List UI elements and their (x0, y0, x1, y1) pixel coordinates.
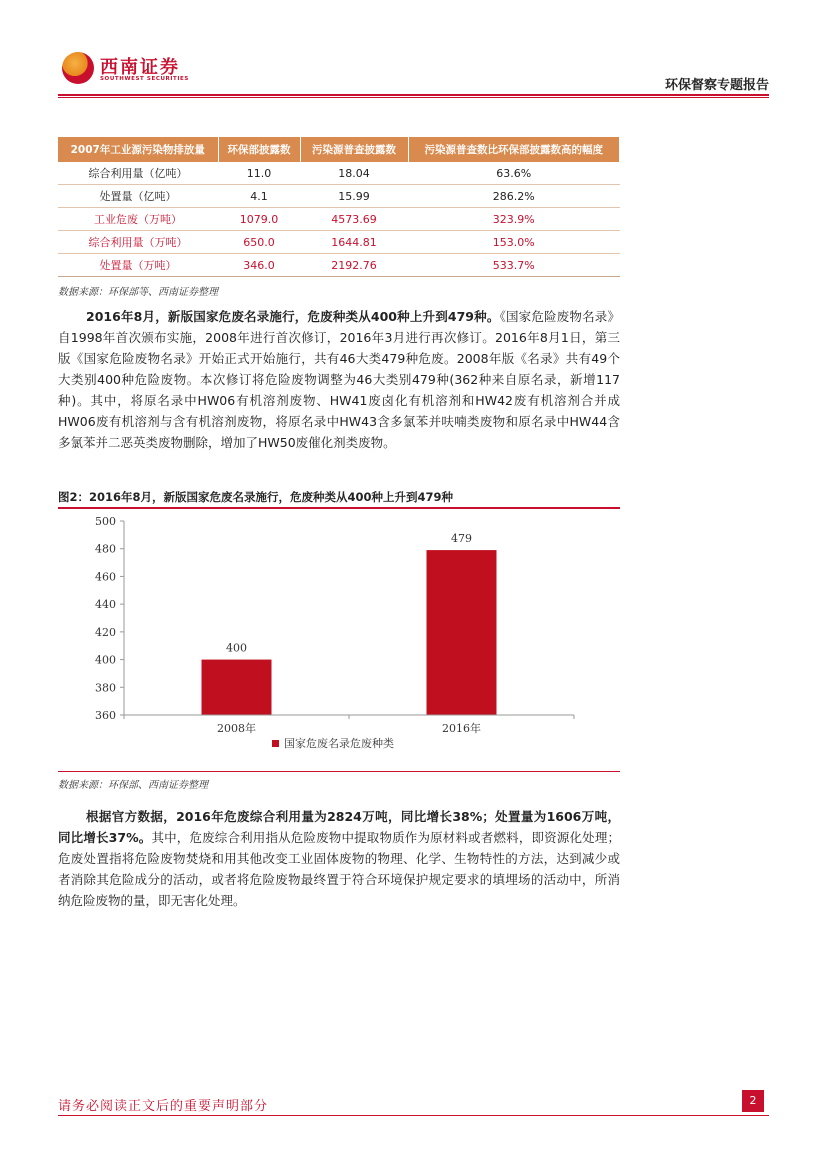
table-cell: 286.2% (408, 185, 620, 208)
table-header: 污染源普查数比环保部披露数高的幅度 (408, 137, 620, 162)
table-cell: 综合利用量（万吨） (58, 231, 218, 254)
table-header: 2007年工业源污染物排放量 (58, 137, 218, 162)
bar-value-label: 479 (451, 532, 472, 546)
y-tick-label: 460 (95, 570, 116, 584)
y-tick-label: 480 (95, 542, 116, 556)
footer-divider (58, 1115, 769, 1116)
paragraph-lead: 根据官方数据，2016年危废综合利用量为2824万吨，同比增长38%；处置量为1606万吨，同比增长37%。 (58, 809, 620, 845)
table-cell: 18.04 (300, 162, 408, 185)
x-tick-label: 2016年 (442, 722, 481, 735)
table-cell: 4.1 (218, 185, 300, 208)
table-cell: 323.9% (408, 208, 620, 231)
y-tick-label: 500 (95, 515, 116, 528)
logo-text: 西南证券 (100, 57, 180, 78)
table-cell: 11.0 (218, 162, 300, 185)
legend-label: 国家危废名录危废种类 (284, 737, 394, 750)
company-logo-icon (62, 52, 94, 84)
figure-title: 图2：2016年8月，新版国家危废名录施行，危废种类从400种上升到479种 (58, 490, 454, 504)
table-row (58, 162, 620, 185)
legend-swatch (272, 740, 279, 747)
table-cell: 4573.69 (300, 208, 408, 231)
table-cell: 15.99 (300, 185, 408, 208)
y-tick-label: 360 (95, 709, 116, 722)
table-cell: 346.0 (218, 254, 300, 277)
table-cell: 1079.0 (218, 208, 300, 231)
table-cell: 650.0 (218, 231, 300, 254)
table-row (58, 231, 620, 254)
paragraph-lead: 2016年8月，新版国家危废名录施行，危废种类从400种上升到479种。 (86, 309, 500, 324)
table-cell: 1644.81 (300, 231, 408, 254)
figure-top-rule (58, 507, 620, 509)
table-cell: 2192.76 (300, 254, 408, 277)
header-divider (58, 94, 769, 96)
bar-value-label: 400 (226, 641, 247, 655)
y-tick-label: 440 (95, 598, 116, 612)
table-cell: 处置量（亿吨） (58, 185, 218, 208)
table-cell: 处置量（万吨） (58, 254, 218, 277)
table-row (58, 208, 620, 231)
table-header-row (58, 137, 620, 162)
paragraph-official-data (58, 806, 620, 911)
table-cell: 工业危废（万吨） (58, 208, 218, 231)
y-tick-label: 420 (95, 625, 116, 639)
header-divider-thin (58, 97, 769, 98)
pollution-data-table (58, 137, 620, 277)
logo-subtext: SOUTHWEST SECURITIES (100, 76, 189, 82)
paragraph-hazwaste-catalog (58, 306, 620, 453)
y-tick-label: 400 (95, 653, 116, 667)
table-header: 环保部披露数 (218, 137, 300, 162)
x-tick-label: 2008年 (217, 722, 256, 735)
figure-bottom-rule (58, 771, 620, 772)
table-cell: 153.0% (408, 231, 620, 254)
table-row (58, 254, 620, 277)
bar (427, 550, 497, 715)
y-tick-label: 380 (95, 681, 116, 695)
bar (202, 660, 272, 715)
figure-source: 数据来源：环保部、西南证券整理 (58, 780, 208, 791)
page-number: 2 (742, 1090, 764, 1112)
paragraph-body: 其中，危废综合利用指从危险废物中提取物质作为原材料或者燃料，即资源化处理；危废处置指将危险废物焚烧和用其他改变工业固体废物的物理、化学、生物特性的方法，达到减少或者消除其危险成分的活动，或者将危险废物最终置于符合环境保护规定要求的填埋场的活动中，所消纳危险废物的量，即无害化处理。 (58, 830, 620, 908)
report-title: 环保督察专题报告 (664, 78, 769, 93)
table-row (58, 185, 620, 208)
table-cell: 综合利用量（亿吨） (58, 162, 218, 185)
table-cell: 533.7% (408, 254, 620, 277)
table-cell: 63.6% (408, 162, 620, 185)
table-header: 污染源普查披露数 (300, 137, 408, 162)
bar-chart (58, 510, 620, 768)
paragraph-body: 《国家危险废物名录》自1998年首次颁布实施，2008年进行首次修订，2016年3月进行再次修订。2016年8月1日，第三版《国家危险废物名录》开始正式开始施行，共有46大类479种危废。2008年版《名录》共有49个大类别400种危险废物。本次修订将危险废物调整为46大类别479种(362种来自原名录，新增117种)。其中，将原名录中HW06有机溶剂废物、HW41废卤化有机溶剂和HW42废有机溶剂合并成HW06废有机溶剂与含有机溶剂废物，将原名录中HW43含多氯苯并呋喃类废物和原名录中HW44含多氯苯并二恶英类废物删除，增加了HW50废催化剂类废物。 (58, 309, 620, 450)
table-source: 数据来源：环保部等、西南证券整理 (58, 287, 218, 298)
footer-disclaimer: 请务必阅读正文后的重要声明部分 (58, 1099, 269, 1114)
